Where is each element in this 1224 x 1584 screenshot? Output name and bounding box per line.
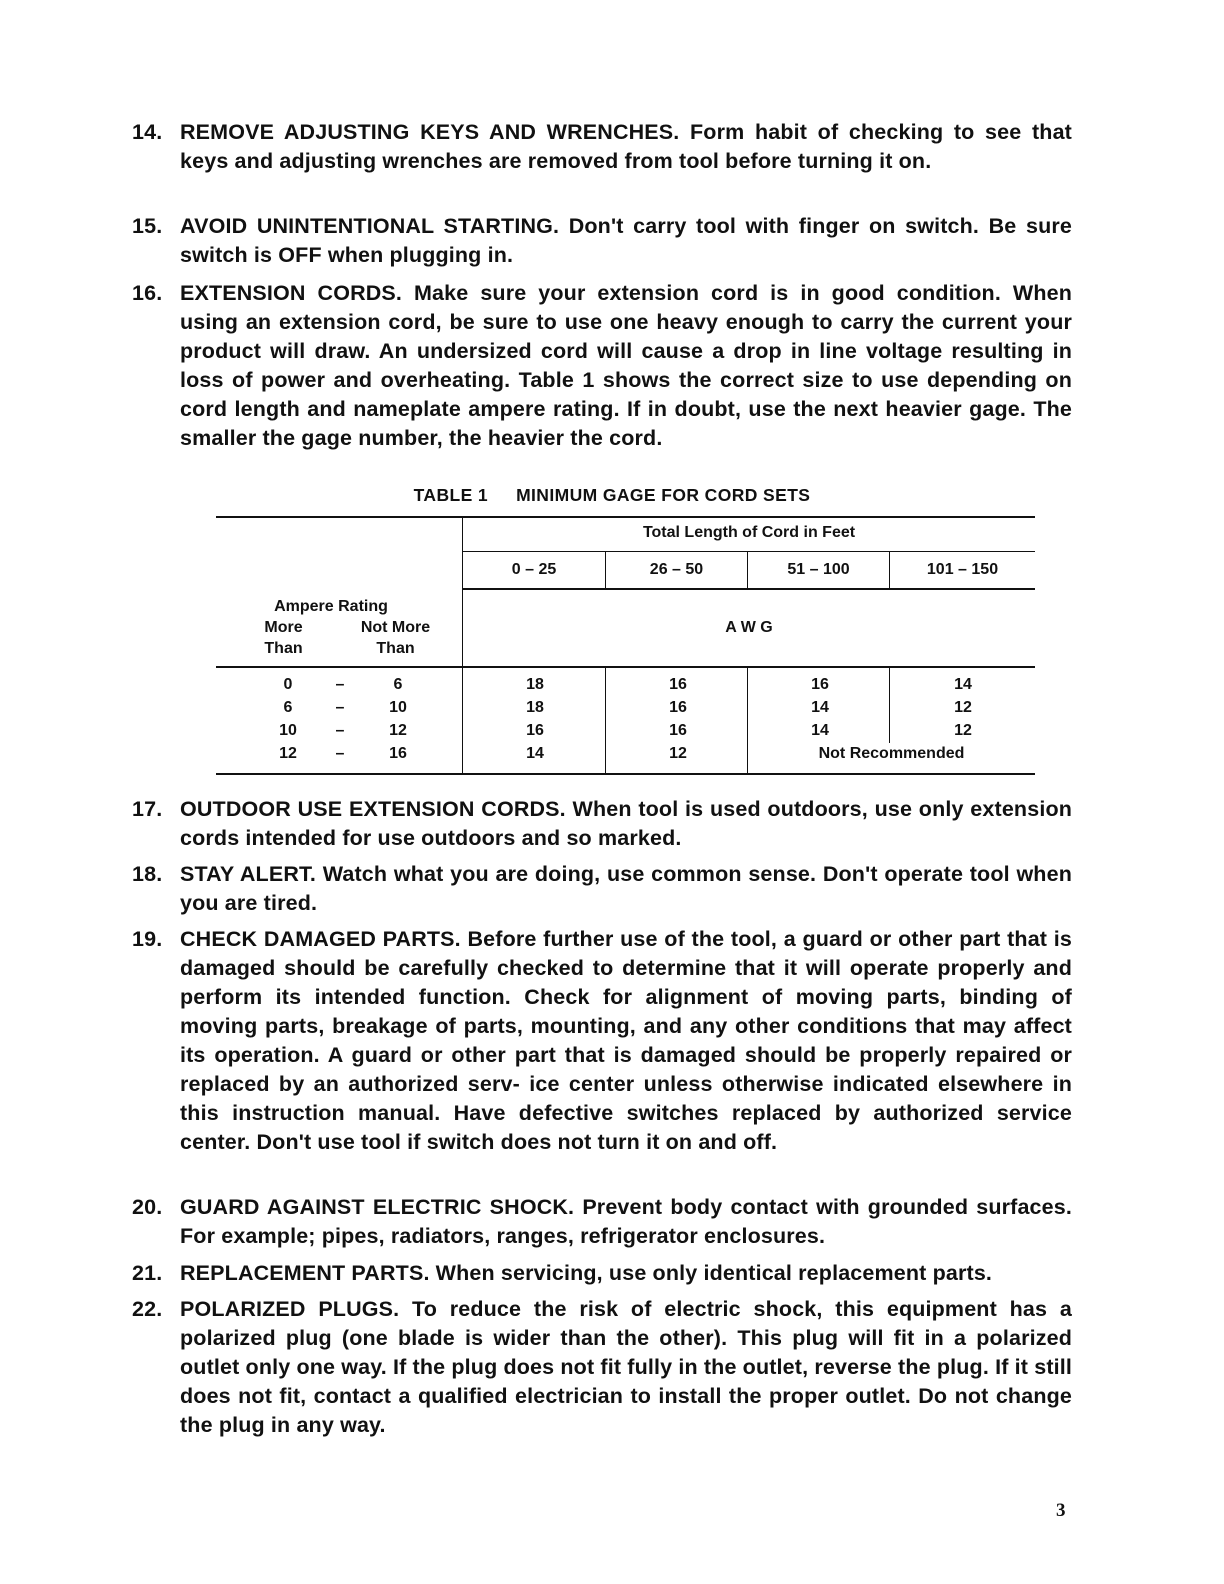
- gage-cell: 14: [811, 722, 829, 739]
- length-range-2: 51 – 100: [787, 561, 850, 578]
- not-more-than-header-line1: Not More: [360, 619, 431, 636]
- item-heading: CHECK DAMAGED PARTS.: [180, 927, 461, 951]
- item-text: When tool is used outdoors, use only extension cords intended for use outdoors and so marked.: [180, 797, 1073, 850]
- not-more-than-cell: 10: [389, 699, 407, 716]
- gage-cell: 14: [954, 676, 972, 693]
- item-number: 14.: [132, 120, 163, 144]
- safety-item-21: [132, 1259, 1072, 1288]
- gage-cell: 16: [526, 722, 544, 739]
- dash: –: [335, 745, 345, 762]
- item-text: Don't carry tool with finger on switch. Be sure switch is OFF when plugging in.: [180, 214, 1072, 267]
- item-heading: AVOID UNINTENTIONAL STARTING.: [180, 214, 560, 238]
- awg-label: A W G: [725, 619, 773, 636]
- gage-cell: 12: [669, 745, 687, 762]
- not-more-than-cell: 16: [389, 745, 407, 762]
- item-number: 16.: [132, 281, 163, 305]
- dash: –: [335, 676, 345, 693]
- more-than-header-line2: Than: [264, 640, 303, 657]
- safety-item-16: [132, 279, 1072, 453]
- not-recommended-note: Not Recommended: [818, 745, 965, 762]
- gage-cell: 16: [669, 699, 687, 716]
- item-number: 19.: [132, 927, 163, 951]
- item-number: 22.: [132, 1297, 163, 1321]
- item-heading: EXTENSION CORDS.: [180, 281, 403, 305]
- item-heading: STAY ALERT.: [180, 862, 317, 886]
- item-text: Watch what you are doing, use common sense. Don't operate tool when you are tired.: [180, 862, 1072, 915]
- table-title: MINIMUM GAGE FOR CORD SETS: [516, 485, 811, 505]
- safety-item-19: [132, 925, 1072, 1157]
- gage-cell: 16: [669, 676, 687, 693]
- table-label: TABLE 1: [413, 485, 489, 505]
- gage-cell: 14: [526, 745, 544, 762]
- length-range-0: 0 – 25: [511, 561, 557, 578]
- gage-cell: 18: [526, 699, 544, 716]
- gage-cell: 18: [526, 676, 544, 693]
- item-text: Before further use of the tool, a guard or other part that is damaged should be carefully checked to determine that it will operate properly and perform its intended function. Check for alignment of moving parts, binding of moving parts, breakage of parts, mounting, and any other conditions that may affect its operation. A guard or other part that is damaged should be properly repaired or replaced by an authorized serv- ice center unless otherwise indicated elsewhere in this instruction manual. Have defective switches replaced by authorized service center. Don't use tool if switch does not turn it on and off.: [180, 927, 1073, 1154]
- item-text: Form habit of checking to see that keys and adjusting wrenches are removed from tool before turning it on.: [180, 120, 1072, 173]
- gage-cell: 16: [669, 722, 687, 739]
- item-number: 17.: [132, 797, 163, 821]
- length-header: Total Length of Cord in Feet: [642, 524, 856, 541]
- item-number: 20.: [132, 1195, 163, 1219]
- safety-item-20: [132, 1193, 1072, 1251]
- gage-cell: 16: [811, 676, 829, 693]
- item-heading: OUTDOOR USE EXTENSION CORDS.: [180, 797, 566, 821]
- safety-item-18: [132, 860, 1072, 918]
- item-heading: GUARD AGAINST ELECTRIC SHOCK.: [180, 1195, 575, 1219]
- cord-gage-table: [216, 516, 1035, 776]
- safety-item-15: [132, 212, 1072, 270]
- not-more-than-header-line2: Than: [376, 640, 415, 657]
- safety-item-14: [132, 118, 1072, 176]
- page-number: 3: [1056, 1500, 1066, 1521]
- dash: –: [335, 722, 345, 739]
- more-than-cell: 0: [283, 676, 293, 693]
- length-range-1: 26 – 50: [649, 561, 704, 578]
- item-heading: POLARIZED PLUGS.: [180, 1297, 400, 1321]
- length-range-3: 101 – 150: [926, 561, 999, 578]
- table-caption: [0, 485, 1224, 506]
- item-heading: REMOVE ADJUSTING KEYS AND WRENCHES.: [180, 120, 680, 144]
- item-text: Prevent body contact with grounded surfaces. For example; pipes, radiators, ranges, refrigerator enclosures.: [180, 1195, 1073, 1248]
- more-than-cell: 6: [283, 699, 293, 716]
- more-than-cell: 12: [279, 745, 297, 762]
- gage-cell: 12: [954, 699, 972, 716]
- item-number: 15.: [132, 214, 163, 238]
- more-than-cell: 10: [279, 722, 297, 739]
- more-than-header-line1: More: [264, 619, 303, 636]
- item-text: To reduce the risk of electric shock, this equipment has a polarized plug (one blade is wider than the other). This plug will fit in a polarized outlet only one way. If the plug does not fit fully in the outlet, reverse the plug. If it still does not fit, contact a qualified electrician to install the proper outlet. Do not change the plug in any way.: [180, 1297, 1072, 1437]
- gage-cell: 12: [954, 722, 972, 739]
- not-more-than-cell: 6: [393, 676, 403, 693]
- item-number: 21.: [132, 1261, 163, 1285]
- item-number: 18.: [132, 862, 163, 886]
- item-heading: REPLACEMENT PARTS.: [180, 1261, 430, 1285]
- safety-item-22: [132, 1295, 1072, 1440]
- ampere-rating-header: Ampere Rating: [274, 598, 388, 615]
- dash: –: [335, 699, 345, 716]
- item-text: When servicing, use only identical replacement parts.: [429, 1261, 993, 1285]
- item-text: Make sure your extension cord is in good condition. When using an extension cord, be sure to use one heavy enough to carry the current your product will draw. An undersized cord will cause a drop in line voltage resulting in loss of power and overheating. Table 1 shows the correct size to use depending on cord length and nameplate ampere rating. If in doubt, use the next heavier gage. The smaller the gage number, the heavier the cord.: [180, 281, 1072, 450]
- not-more-than-cell: 12: [389, 722, 407, 739]
- safety-item-17: [132, 795, 1072, 853]
- gage-cell: 14: [811, 699, 829, 716]
